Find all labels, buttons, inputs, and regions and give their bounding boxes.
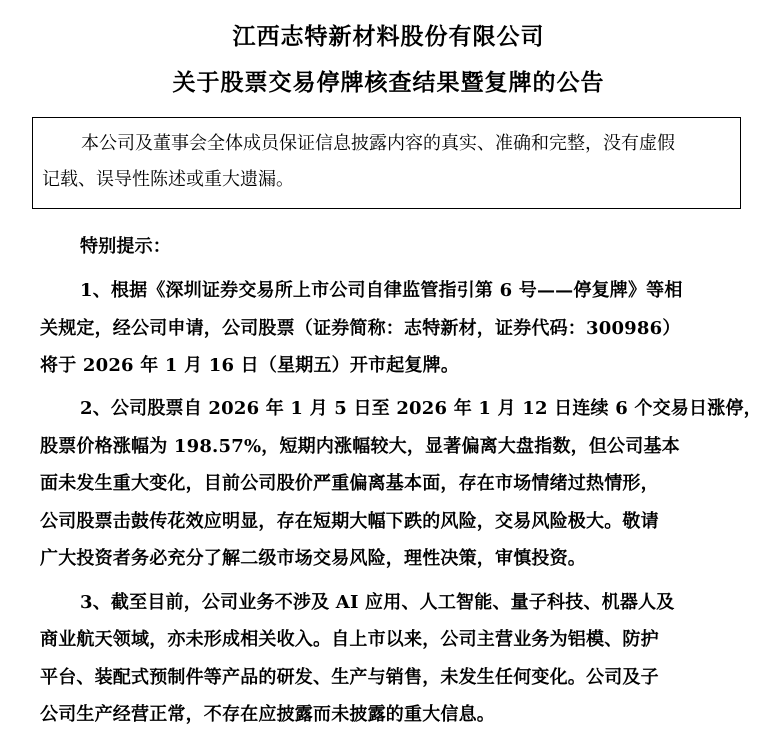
disclaimer-line: 记载、误导性陈述或重大遗漏。 [42, 169, 294, 190]
reminder-line: 商业航天领域，亦未形成相关收入。自上市以来，公司主营业务为铝模、防护 [40, 629, 659, 650]
reminder-line: 公司股票击鼓传花效应明显，存在短期大幅下跌的风险，交易风险极大。敬请 [40, 511, 659, 532]
special-reminder-heading: 特别提示： [80, 236, 171, 257]
company-name: 江西志特新材料股份有限公司 [232, 23, 545, 50]
reminder-line: 平台、装配式预制件等产品的研发、生产与销售，未发生任何变化。公司及子 [40, 667, 659, 688]
announcement-title: 关于股票交易停牌核查结果暨复牌的公告 [172, 69, 605, 96]
reminder-line: 公司生产经营正常，不存在应披露而未披露的重大信息。 [40, 704, 495, 725]
reminder-line: 面未发生重大变化，目前公司股价严重偏离基本面，存在市场情绪过热情形， [40, 473, 659, 494]
reminder-line: 将于 2026 年 1 月 16 日（星期五）开市起复牌。 [40, 355, 460, 376]
disclaimer-box [32, 117, 741, 209]
reminder-line: 3、截至目前，公司业务不涉及 AI 应用、人工智能、量子科技、机器人及 [80, 592, 675, 613]
reminder-line: 关规定，经公司申请，公司股票（证券简称：志特新材，证券代码：300986） [40, 318, 681, 339]
reminder-line: 1、根据《深圳证券交易所上市公司自律监管指引第 6 号——停复牌》等相 [80, 280, 683, 301]
reminder-line: 股票价格涨幅为 198.57%，短期内涨幅较大，显著偏离大盘指数，但公司基本 [40, 436, 680, 457]
reminder-line: 2、公司股票自 2026 年 1 月 5 日至 2026 年 1 月 12 日连续 6 个交易日涨停， [80, 398, 762, 419]
reminder-line: 广大投资者务必充分了解二级市场交易风险，理性决策，审慎投资。 [40, 548, 586, 569]
disclaimer-line: 本公司及董事会全体成员保证信息披露内容的真实、准确和完整，没有虚假 [81, 133, 675, 154]
